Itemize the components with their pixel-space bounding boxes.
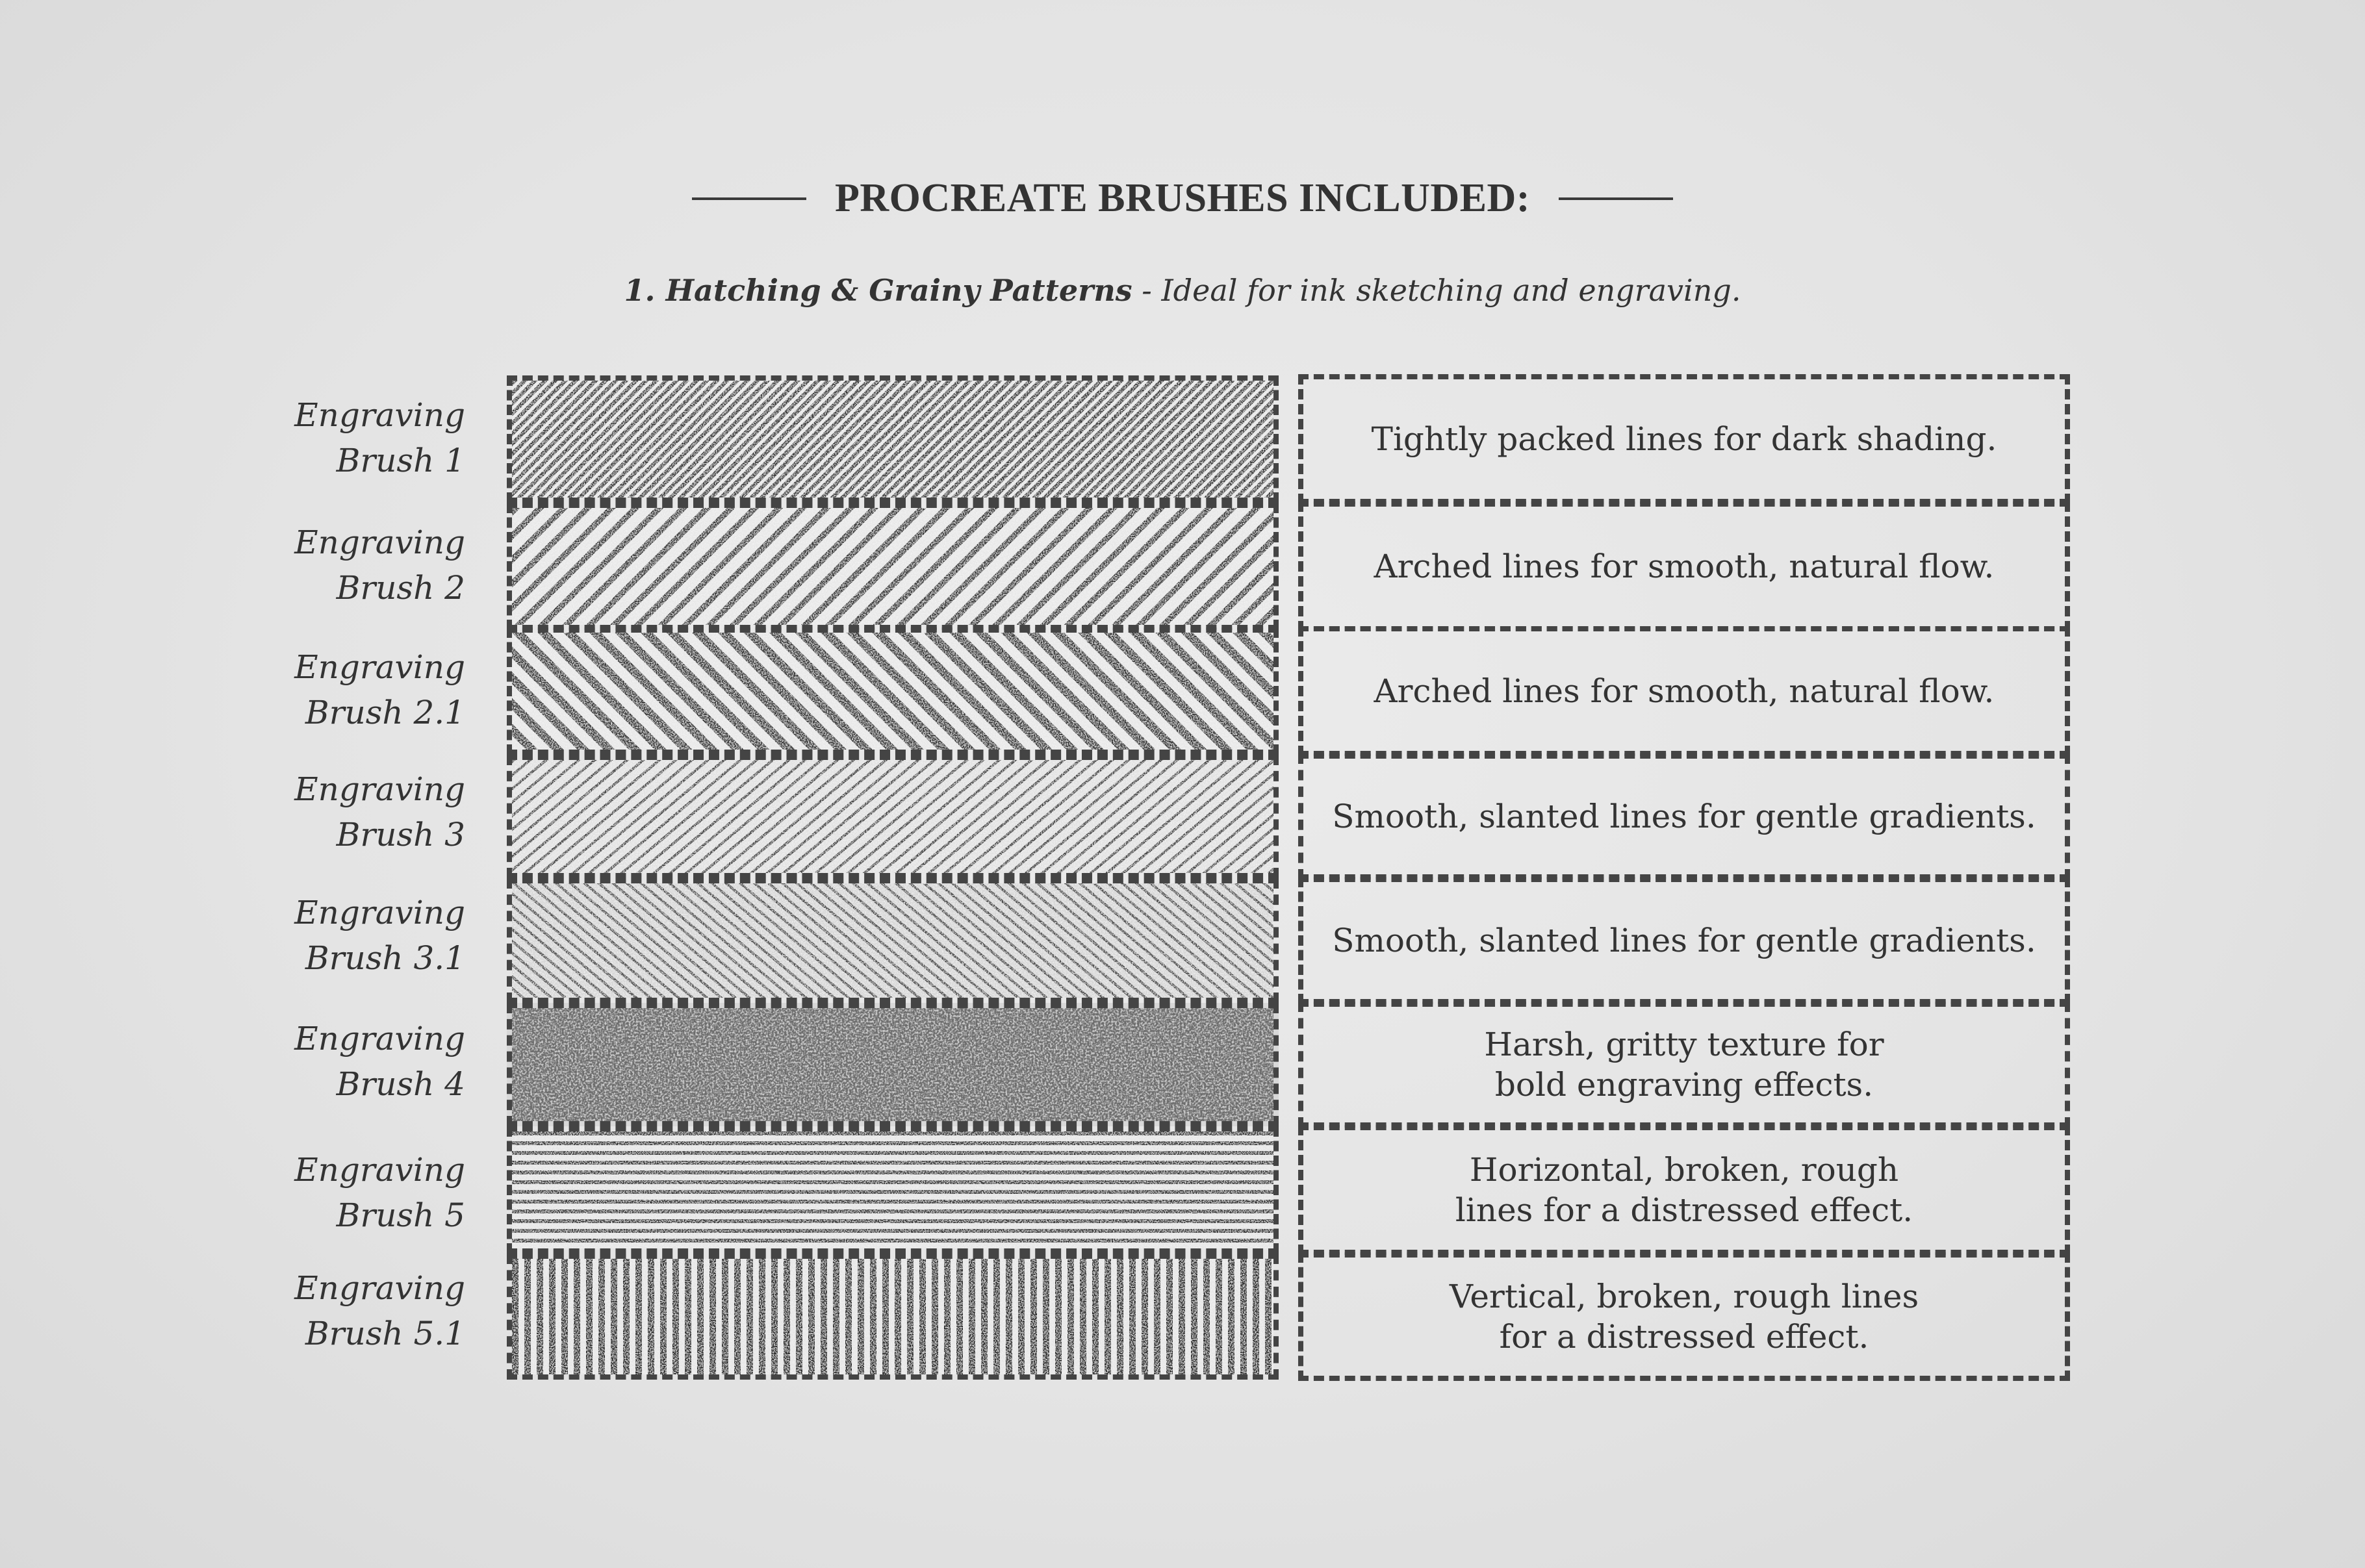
brush-description-3: Arched lines for smooth, natural flow. — [1298, 626, 2070, 756]
brush-label-line: Brush 2.1 — [305, 694, 465, 731]
swatch-pattern-light-hatch — [512, 760, 1273, 873]
brush-description-7: Horizontal, broken, rough lines for a distressed effect. — [1298, 1125, 2070, 1255]
brush-swatch-4 — [507, 755, 1279, 878]
brush-label-6 — [247, 1016, 465, 1107]
swatch-pattern-light-hatch-right — [512, 883, 1273, 998]
brush-label-line: Engraving — [294, 1151, 465, 1189]
swatch-pattern-dense-hatch — [512, 381, 1273, 498]
brush-description-4: Smooth, slanted lines for gentle gradients. — [1298, 753, 2070, 879]
brush-swatch-8 — [507, 1254, 1279, 1380]
brush-description-8: Vertical, broken, rough lines for a distressed effect. — [1298, 1252, 2070, 1381]
brush-label-line: Engraving — [294, 524, 465, 561]
swatch-pattern-vertical-lines — [512, 1259, 1273, 1374]
brush-label-line: Engraving — [294, 894, 465, 931]
brush-label-line: Engraving — [294, 396, 465, 434]
swatch-pattern-diagonal-left — [512, 508, 1273, 625]
brush-label-2 — [247, 520, 465, 611]
brush-label-5 — [247, 890, 465, 981]
subtitle-description: Ideal for ink sketching and engraving. — [1161, 273, 1741, 308]
page-title: PROCREATE BRUSHES INCLUDED: — [835, 176, 1530, 220]
swatch-pattern-horizontal-lines — [512, 1132, 1273, 1248]
brush-swatch-5 — [507, 878, 1279, 1003]
brush-label-line: Brush 4 — [336, 1065, 465, 1103]
subtitle-separator: - — [1132, 273, 1162, 308]
brush-label-line: Engraving — [294, 770, 465, 808]
swatch-pattern-diagonal-right — [512, 633, 1273, 750]
brush-label-3 — [247, 644, 465, 735]
brush-label-line: Engraving — [294, 648, 465, 686]
brush-description-1: Tightly packed lines for dark shading. — [1298, 374, 2070, 504]
brush-label-7 — [247, 1147, 465, 1238]
brush-swatch-3 — [507, 627, 1279, 755]
brush-label-line: Brush 1 — [336, 442, 465, 479]
brush-label-8 — [247, 1265, 465, 1356]
brush-label-1 — [247, 392, 465, 483]
section-header — [0, 175, 2365, 221]
brush-swatch-2 — [507, 503, 1279, 630]
brush-label-line: Brush 2 — [336, 569, 465, 607]
brush-label-line: Brush 5.1 — [305, 1315, 465, 1352]
brush-label-line: Engraving — [294, 1269, 465, 1307]
brush-description-5: Smooth, slanted lines for gentle gradients. — [1298, 877, 2070, 1004]
subtitle-heading: 1. Hatching & Grainy Patterns — [624, 273, 1132, 308]
brush-swatch-1 — [507, 375, 1279, 503]
brush-label-4 — [247, 766, 465, 857]
title-rule-left — [692, 197, 806, 200]
brush-description-2: Arched lines for smooth, natural flow. — [1298, 501, 2070, 631]
brush-swatch-6 — [507, 1003, 1279, 1126]
swatch-pattern-grain — [512, 1008, 1273, 1121]
section-subtitle — [0, 273, 2365, 308]
brush-swatch-7 — [507, 1126, 1279, 1254]
brush-label-line: Brush 5 — [336, 1196, 465, 1234]
brush-description-6: Harsh, gritty texture for bold engraving effects. — [1298, 1002, 2070, 1128]
brush-label-line: Brush 3.1 — [305, 939, 465, 977]
brush-label-line: Engraving — [294, 1020, 465, 1057]
title-rule-right — [1559, 197, 1673, 200]
brush-label-line: Brush 3 — [336, 816, 465, 854]
